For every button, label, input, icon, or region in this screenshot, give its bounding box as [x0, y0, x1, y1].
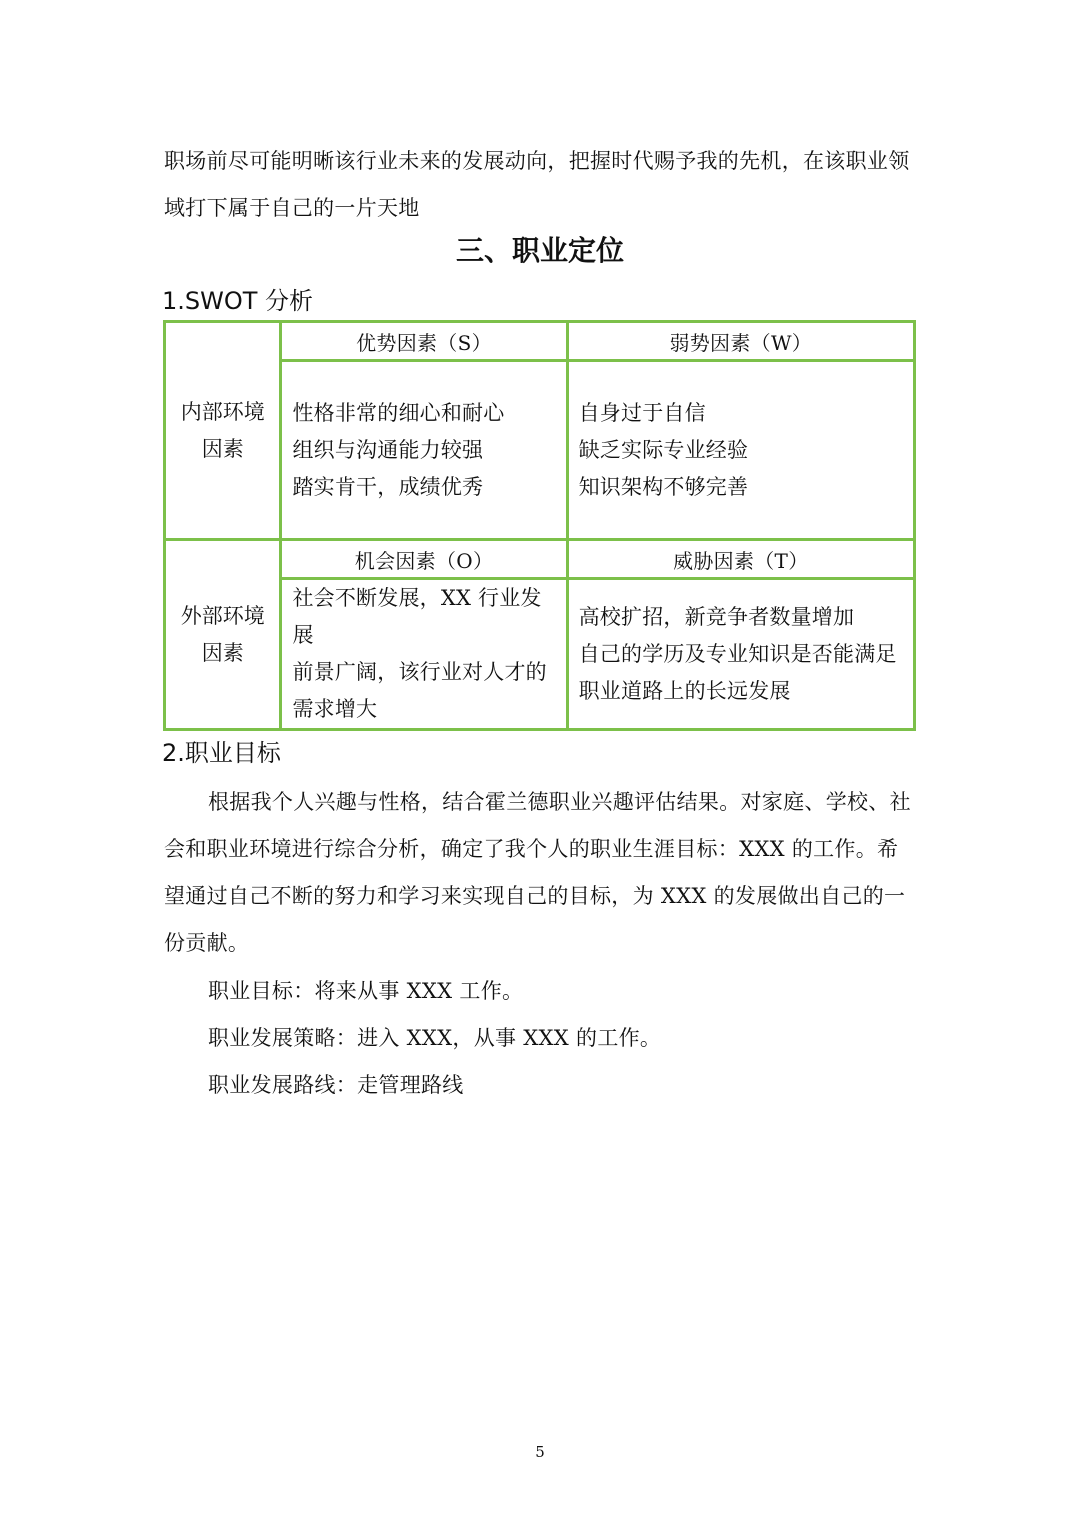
weaknesses-header: 弱势因素（W）	[567, 322, 914, 361]
swot-external-header-row	[165, 540, 915, 579]
opportunity-item: 需求增大	[292, 697, 378, 721]
external-label-line-1: 外部环境	[180, 603, 265, 628]
page-number: 5	[535, 1443, 545, 1461]
goals-paragraph-line-1: 根据我个人兴趣与性格，结合霍兰德职业兴趣评估结果。对家庭、学校、社	[208, 790, 911, 814]
external-factors-label	[165, 540, 281, 730]
opportunities-cell	[281, 579, 567, 730]
swot-table	[163, 320, 916, 731]
goals-paragraph-line-3: 望通过自己不断的努力和学习来实现自己的目标，为 XXX 的发展做出自己的一	[164, 884, 906, 908]
swot-internal-header-row	[165, 322, 915, 361]
career-goals-heading: 2.职业目标	[162, 739, 281, 767]
internal-label-line-1: 内部环境	[180, 399, 265, 424]
career-target: 职业目标：将来从事 XXX 工作。	[208, 979, 524, 1003]
weakness-item: 缺乏实际专业经验	[578, 437, 749, 462]
goals-paragraph-line-4: 份贡献。	[164, 931, 250, 955]
career-strategy: 职业发展策略：进入 XXX，从事 XXX 的工作。	[208, 1026, 662, 1050]
section-title: 三、职业定位	[455, 234, 624, 267]
internal-factors-label	[165, 322, 281, 540]
intro-line-2: 域打下属于自己的一片天地	[164, 196, 420, 220]
swot-heading: 1.SWOT 分析	[162, 287, 314, 315]
threats-cell	[567, 579, 914, 730]
strength-item: 组织与沟通能力较强	[292, 437, 484, 462]
intro-line-1: 职场前尽可能明晰该行业未来的发展动向，把握时代赐予我的先机，在该职业领	[164, 149, 910, 173]
opportunities-header: 机会因素（O）	[281, 540, 567, 579]
strength-item: 性格非常的细心和耐心	[292, 400, 505, 425]
threats-header: 威胁因素（T）	[567, 540, 914, 579]
goals-paragraph-line-2: 会和职业环境进行综合分析，确定了我个人的职业生涯目标：XXX 的工作。希	[164, 837, 899, 861]
opportunity-item: 社会不断发展，XX 行业发展	[292, 586, 542, 647]
weakness-item: 自身过于自信	[578, 400, 706, 425]
threat-item: 职业道路上的长远发展	[578, 678, 791, 703]
weaknesses-cell	[567, 361, 914, 540]
strengths-cell	[281, 361, 567, 540]
strengths-header: 优势因素（S）	[281, 322, 567, 361]
threat-item: 自己的学历及专业知识是否能满足	[578, 641, 897, 666]
career-route: 职业发展路线：走管理路线	[208, 1073, 464, 1097]
strength-item: 踏实肯干，成绩优秀	[292, 474, 484, 499]
weakness-item: 知识架构不够完善	[578, 474, 749, 499]
opportunity-item: 前景广阔，该行业对人才的	[292, 660, 547, 684]
external-label-line-2: 因素	[201, 640, 244, 665]
internal-label-line-2: 因素	[201, 436, 244, 461]
threat-item: 高校扩招，新竞争者数量增加	[578, 604, 855, 629]
